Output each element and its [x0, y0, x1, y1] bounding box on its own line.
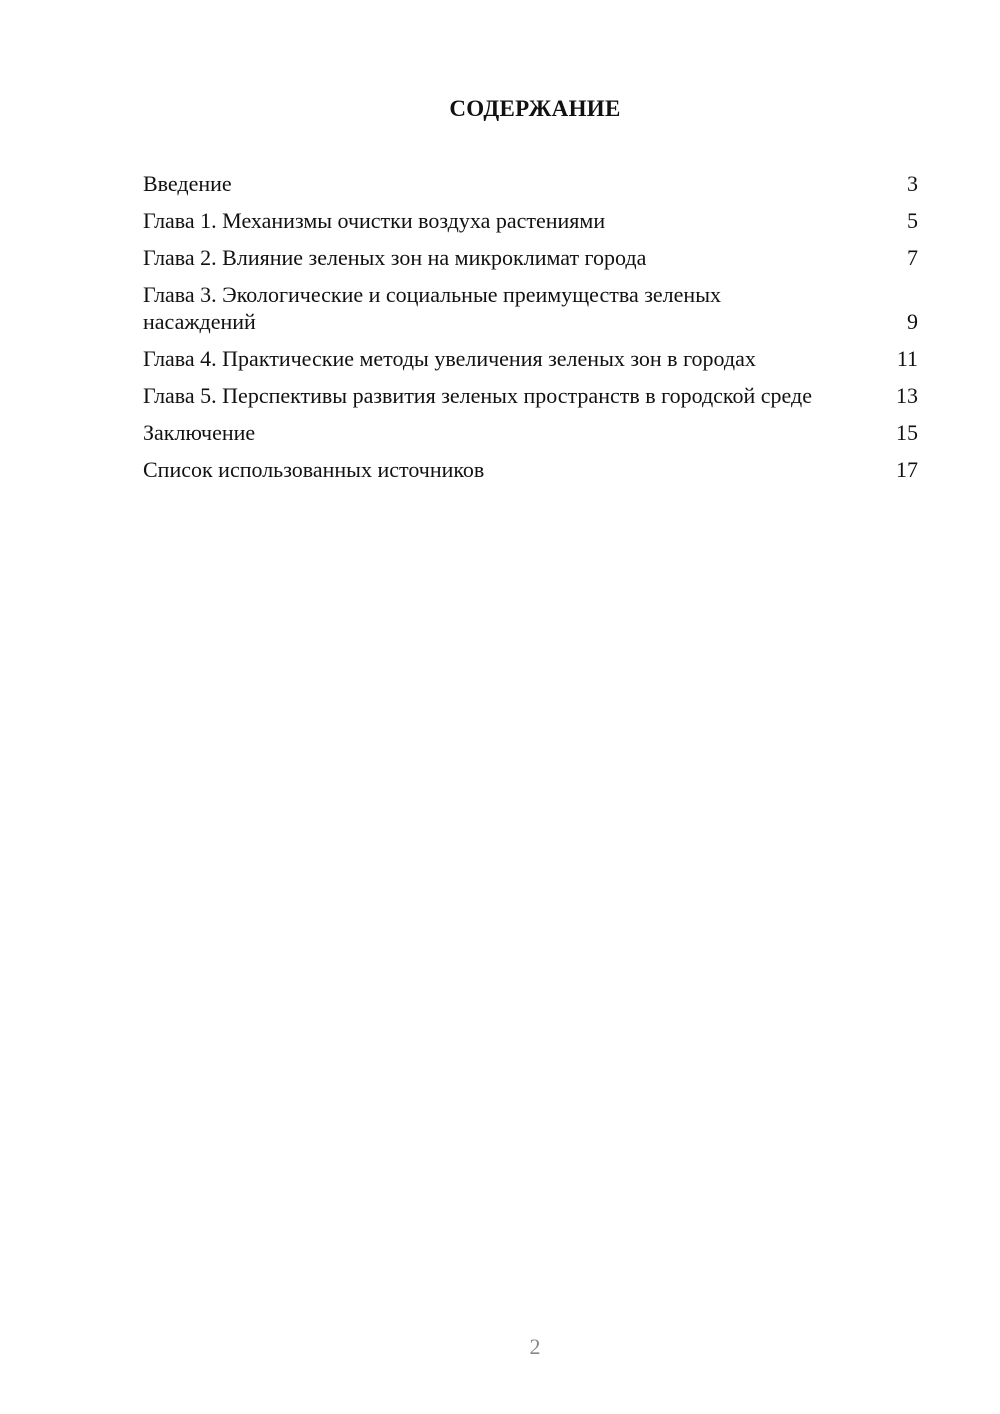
toc-entry-text: Заключение	[143, 420, 256, 445]
toc-entry-text: Глава 4. Практические методы увеличения зеленых зон в городах	[143, 346, 756, 371]
toc-entry-text: Список использованных источников	[143, 457, 485, 482]
toc-entry-text: Глава 5. Перспективы развития зеленых пространств в городской среде	[143, 383, 812, 408]
toc-entry-page: 3	[907, 171, 918, 196]
toc-entry-references[interactable]	[143, 456, 918, 483]
toc-entry-conclusion[interactable]	[143, 419, 918, 446]
toc-entry-chapter-5[interactable]	[143, 382, 918, 409]
toc-entry-page: 5	[907, 208, 918, 233]
toc-entry-page: 11	[896, 346, 918, 371]
toc-entry-introduction[interactable]	[143, 170, 918, 197]
toc-entry-text: Глава 2. Влияние зеленых зон на микроклимат города	[143, 245, 647, 270]
toc-entry-text: Введение	[143, 171, 232, 196]
table-of-contents	[143, 170, 918, 493]
page-number: 2	[529, 1334, 541, 1359]
toc-entry-page: 17	[896, 457, 918, 482]
toc-entry-chapter-2[interactable]	[143, 244, 918, 271]
toc-entry-page: 9	[907, 309, 918, 334]
toc-entry-chapter-1[interactable]	[143, 207, 918, 234]
toc-entry-page: 7	[907, 245, 918, 270]
toc-entry-text: Глава 1. Механизмы очистки воздуха растениями	[143, 208, 606, 233]
toc-entry-chapter-3[interactable]	[143, 281, 918, 335]
toc-entry-page: 15	[896, 420, 918, 445]
toc-entry-text: Глава 3. Экологические и социальные преимущества зеленых насаждений	[143, 282, 721, 334]
toc-entry-page: 13	[896, 383, 918, 408]
toc-entry-chapter-4[interactable]	[143, 345, 918, 372]
page-title: СОДЕРЖАНИЕ	[449, 96, 621, 121]
